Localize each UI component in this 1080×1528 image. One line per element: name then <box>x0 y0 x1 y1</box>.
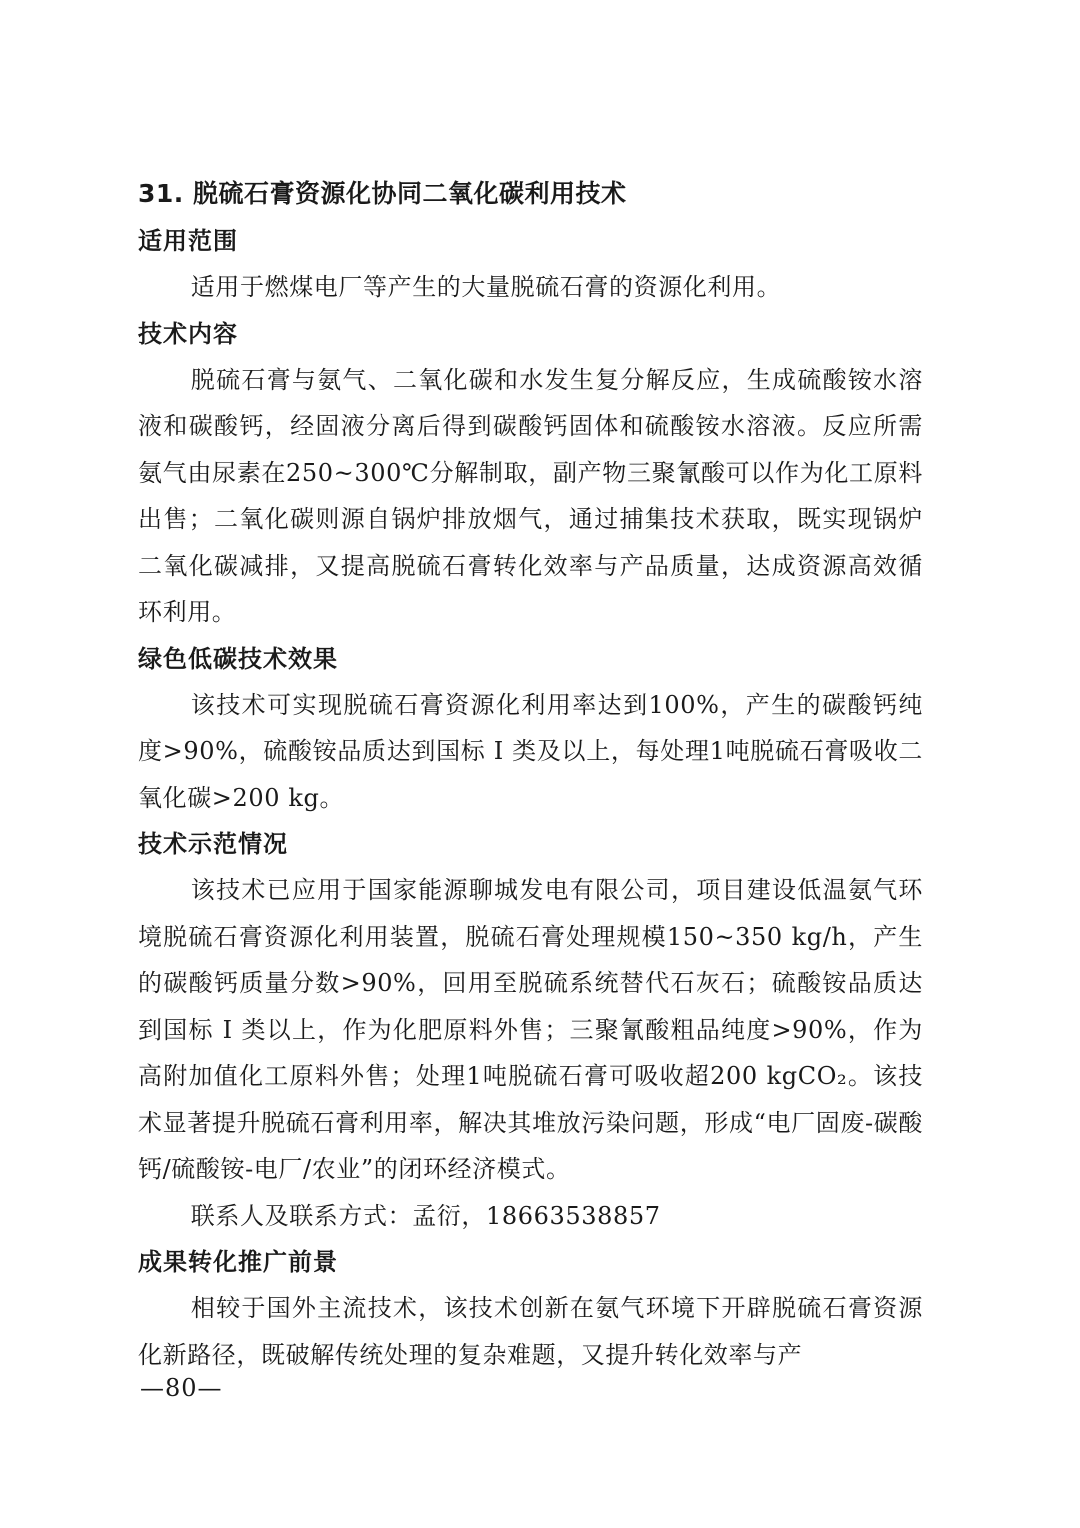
heading-green-low-carbon-effect: 绿色低碳技术效果 <box>138 644 338 673</box>
heading-prospect: 成果转化推广前景 <box>138 1248 338 1276</box>
document-body <box>138 170 923 1378</box>
paragraph-green-low-carbon-effect: 该技术可实现脱硫石膏资源化利用率达到100%，产生的碳酸钙纯度>90%，硫酸铵品质达到国标 I 类及以上，每处理1吨脱硫石膏吸收二氧化碳>200 kg。 <box>138 690 923 812</box>
contact-info: 联系人及联系方式：孟衍，18663538857 <box>190 1201 661 1230</box>
section-title: 31. 脱硫石膏资源化协同二氧化碳利用技术 <box>138 179 627 208</box>
paragraph-scope: 适用于燃煤电厂等产生的大量脱硫石膏的资源化利用。 <box>190 273 782 301</box>
paragraph-prospect: 相较于国外主流技术，该技术创新在氨气环境下开辟脱硫石膏资源化新路径，既破解传统处理的复杂难题，又提升转化效率与产 <box>138 1294 923 1369</box>
paragraph-technical-content: 脱硫石膏与氨气、二氧化碳和水发生复分解反应，生成硫酸铵水溶液和碳酸钙，经固液分离后得到碳酸钙固体和硫酸铵水溶液。反应所需氨气由尿素在250~300℃分解制取，副产物三聚氰酸可以作为化工原料出售；二氧化碳则源自锅炉排放烟气，通过捕集技术获取，既实现锅炉二氧化碳减排，又提高脱硫石膏转化效率与产品质量，达成资源高效循环利用。 <box>138 365 923 626</box>
heading-scope: 适用范围 <box>138 227 238 255</box>
heading-demonstration: 技术示范情况 <box>138 830 288 858</box>
page-number: —80— <box>140 1374 223 1402</box>
heading-technical-content: 技术内容 <box>138 319 238 348</box>
paragraph-demonstration: 该技术已应用于国家能源聊城发电有限公司，项目建设低温氨气环境脱硫石膏资源化利用装置，脱硫石膏处理规模150~350 kg/h，产生的碳酸钙质量分数>90%，回用至脱硫系统替代石灰石；硫酸铵品质达到国标 I 类以上，作为化肥原料外售；三聚氰酸粗品纯度>90%，作为高附加值化工原料外售；处理1吨脱硫石膏可吸收超200 kgCO₂。该技术显著提升脱硫石膏利用率，解决其堆放污染问题，形成“电厂固废-碳酸钙/硫酸铵-电厂/农业”的闭环经济模式。 <box>138 876 923 1183</box>
